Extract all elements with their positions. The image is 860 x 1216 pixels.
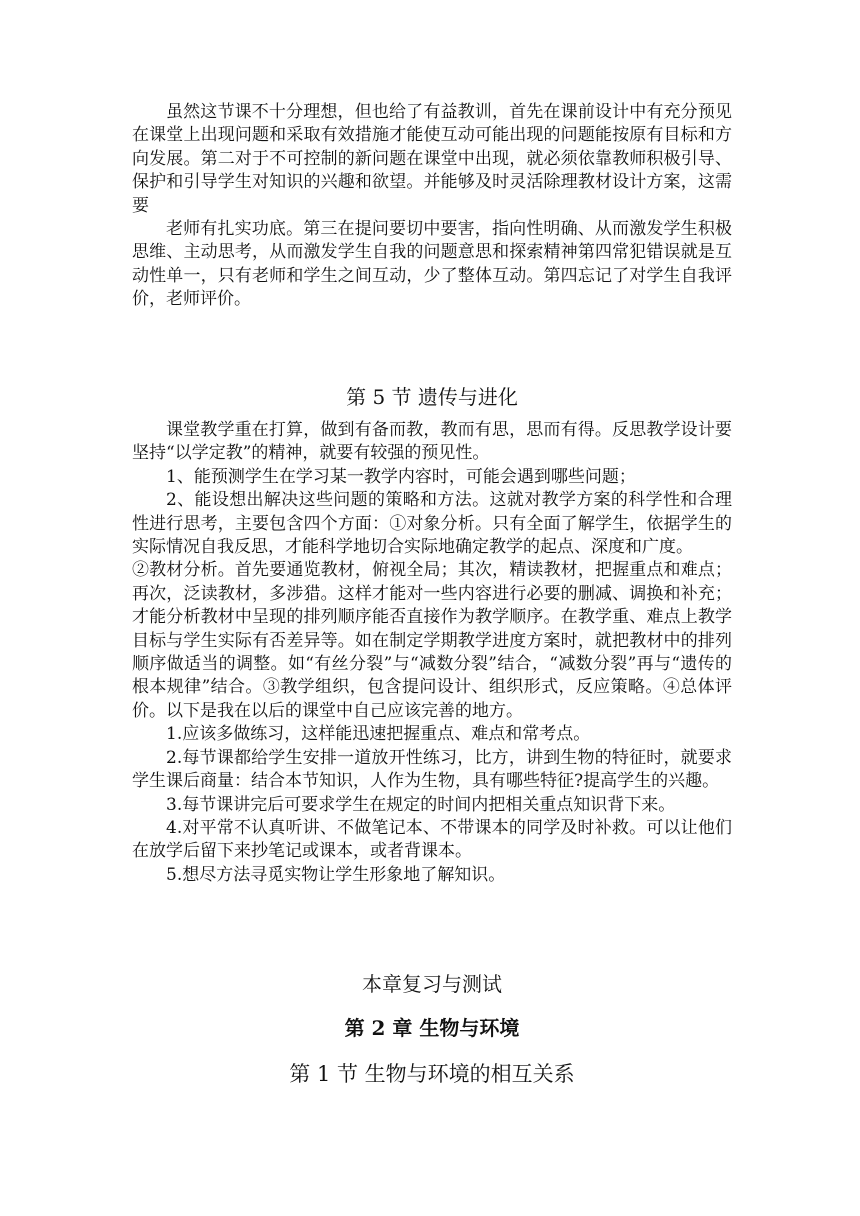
section-5-item-3: 3.每节课讲完后可要求学生在规定的时间内把相关重点知识背下来。	[166, 794, 676, 815]
reflection-paragraph-2: 老师有扎实功底。第三在提问要切中要害，指向性明确、从而激发学生积极思维、主动思考，从而激发学生自我的问题意思和探索精神第四常犯错误就是互动性单一，只有老师和学生之间互动，少了整体互动。第四忘记了对学生自我评价，老师评价。	[132, 219, 732, 310]
section-5-item-1: 1.应该多做练习，这样能迅速把握重点、难点和常考点。	[166, 724, 591, 745]
section-5-body	[132, 419, 732, 887]
section-5-textbook-analysis: ②教材分析。首先要通览教材，俯视全局；其次，精读教材，把握重点和难点；再次，泛读教材，多涉猎。这样才能对一些内容进行必要的删减、调换和补充；才能分析教材中呈现的排列顺序能否直接作为教学顺序。在教学重、难点上教学目标与学生实际有否差异等。如在制定学期教学进度方案时，就把教材中的排列顺序做适当的调整。如“有丝分裂”与“减数分裂”结合，“减数分裂”再与“遗传的根本规律”结合。③教学组织，包含提问设计、组织形式，反应策略。④总体评价。以下是我在以后的课堂中自己应该完善的地方。	[132, 560, 732, 721]
section-5-point-2: 2、能设想出解决这些问题的策略和方法。这就对教学方案的科学性和合理性进行思考，主要包含四个方面：①对象分析。只有全面了解学生，依据学生的实际情况自我反思，才能科学地切合实际地确定教学的起点、深度和广度。	[132, 490, 732, 558]
section-5-title: 第 5 节 遗传与进化	[346, 385, 518, 409]
chapter-2-title: 第 2 章 生物与环境	[344, 1016, 520, 1040]
reflection-paragraph-1: 虽然这节课不十分理想，但也给了有益教训，首先在课前设计中有充分预见在课堂上出现问题和采取有效措施才能使互动可能出现的问题能按原有目标和方向发展。第二对于不可控制的新问题在课堂中出现，就必须依靠教师积极引导、保护和引导学生对知识的兴趣和欲望。并能够及时灵活除理教材设计方案，这需要	[132, 102, 732, 216]
chapter-review-title: 本章复习与测试	[362, 972, 502, 996]
chapter-2-section-1-title: 第 1 节 生物与环境的相互关系	[289, 1062, 575, 1086]
section-5-item-5: 5.想尽方法寻觅实物让学生形象地了解知识。	[166, 864, 506, 885]
section-5-item-2: 2.每节课都给学生安排一道放开性练习，比方，讲到生物的特征时，就要求学生课后商量：结合本节知识，人作为生物，具有哪些特征?提高学生的兴趣。	[132, 747, 732, 792]
section-5-point-1: 1、能预测学生在学习某一教学内容时，可能会遇到哪些问题；	[166, 466, 636, 487]
section-5-intro: 课堂教学重在打算，做到有备而教，教而有思，思而有得。反思教学设计要坚持“以学定教”的精神，就要有较强的预见性。	[132, 420, 732, 464]
section-5-item-4: 4.对平常不认真听讲、不做笔记本、不带课本的同学及时补救。可以让他们在放学后留下来抄笔记或课本，或者背课本。	[132, 817, 732, 862]
reflection-text	[132, 101, 732, 312]
